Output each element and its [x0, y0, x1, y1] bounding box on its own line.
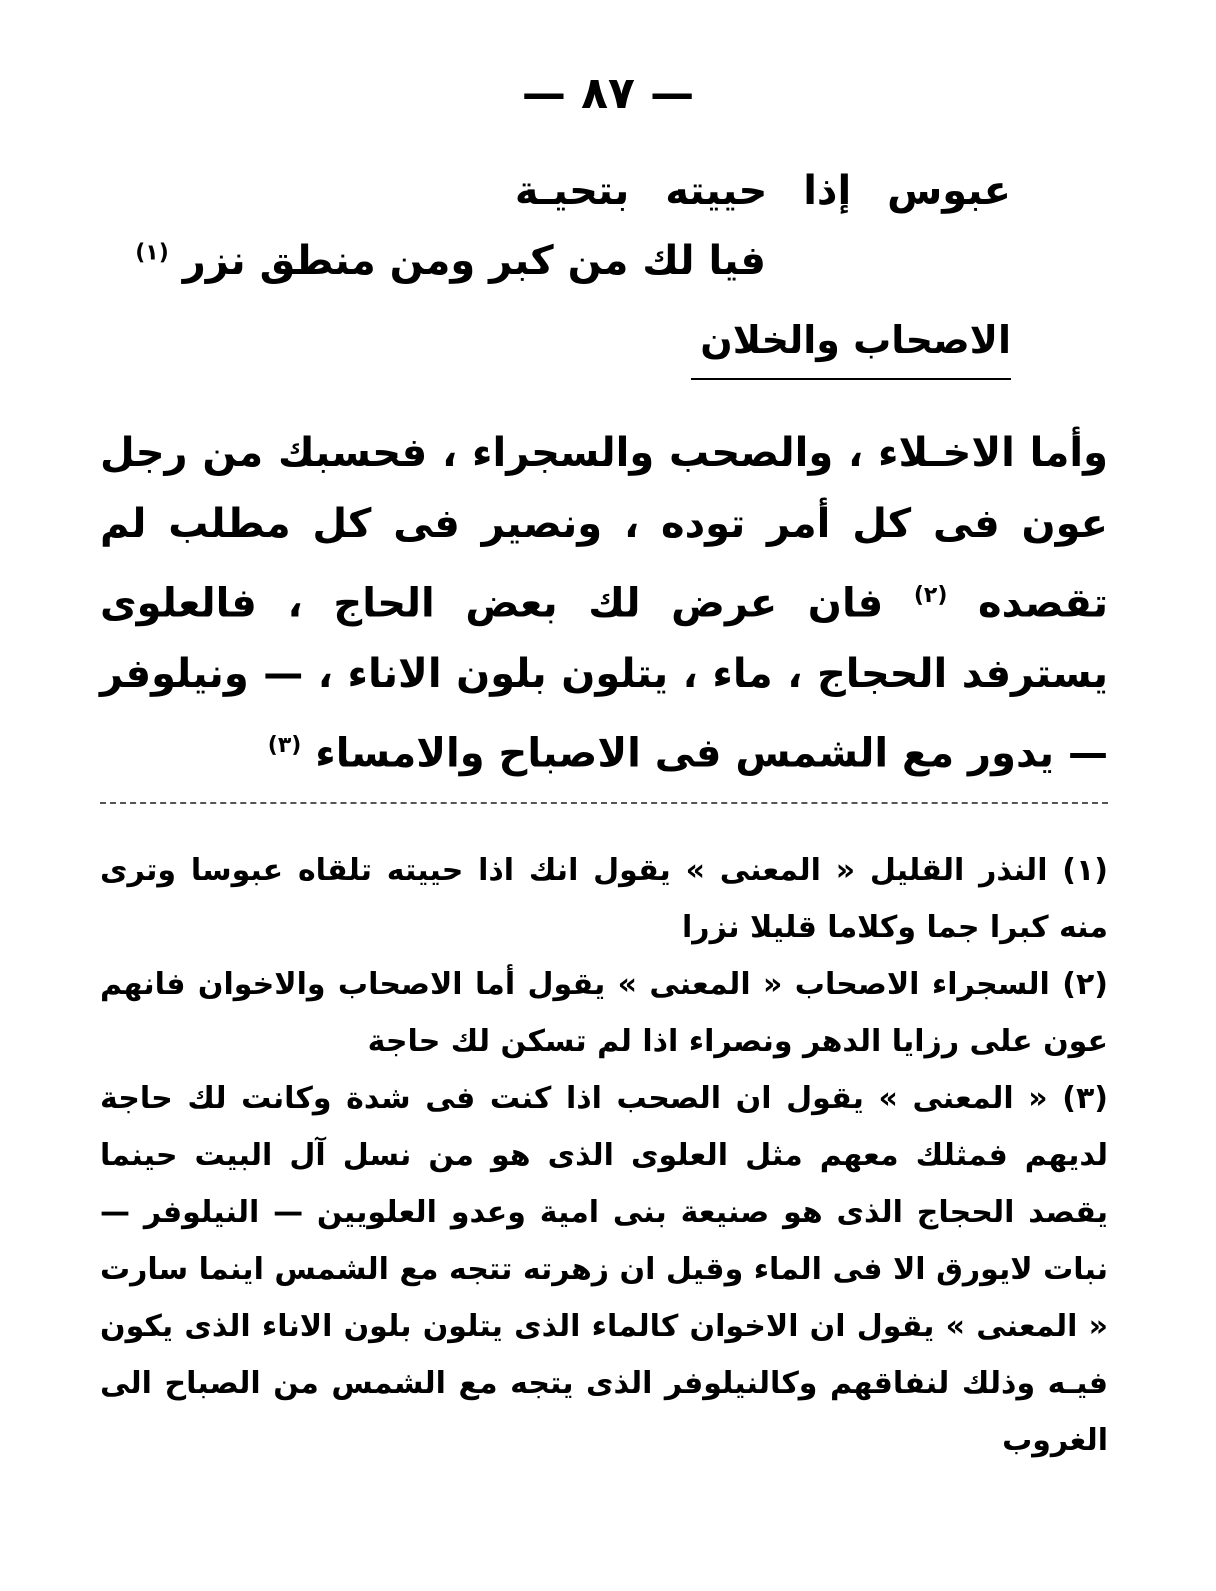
footnote-divider	[100, 802, 1108, 804]
footnote-marker-1: (١)	[135, 240, 169, 266]
section-heading: الاصحاب والخلان	[691, 318, 1011, 380]
footnote-marker-3: (٣)	[267, 733, 302, 759]
verse-line-2-text: فيا لك من كبر ومن منطق نزر	[182, 238, 766, 284]
body-text-part-1: وأما الاخـلاء ، والصحب والسجراء ، فحسبك من رجل عون فى كل أمر توده ، ونصير فى كل مطلب لم تقصده	[100, 430, 1108, 627]
footnote-3: (٣) « المعنى » يقول ان الصحب اذا كنت فى شدة وكانت لك حاجة لديهم فمثلك معهم مثل العلوى الذى هو من نسل آل البيت حينما يقصد الحجاج الذى هو صنيعة بنى امية وعدو العلويين — النيلوفر — نبات لايورق الا فى الماء وقيل ان زهرته تتجه مع الشمس اينما سارت « المعنى » يقول ان الاخوان كالماء الذى يتلون بلون الاناء الذى يكون فيـه وذلك لنفاقهم وكالنيلوفر الذى يتجه مع الشمس من الصباح الى الغروب	[100, 1081, 1108, 1458]
footnote-marker-2: (٢)	[913, 583, 948, 608]
verse-line-2	[135, 238, 766, 284]
footnote-2: (٢) السجراء الاصحاب « المعنى » يقول أما الاصحاب والاخوان فانهم عون على رزايا الدهر ونصراء اذا لم تسكن لك حاجة	[100, 967, 1108, 1059]
body-text-part-2: فان عرض لك بعض الحاج ، فالعلوى يسترفد الحجاج ، ماء ، يتلون بلون الاناء ، — ونيلوفر — يدور مع الشمس فى الاصباح والامساء	[100, 580, 1108, 777]
verse-line-1: عبوس إذا حييته بتحيـة	[514, 168, 1011, 214]
footnotes-section	[100, 842, 1108, 1469]
page-number: — ٨٧ —	[521, 68, 695, 119]
body-paragraph	[100, 418, 1108, 790]
footnote-1: (١) النذر القليل « المعنى » يقول انك اذا حييته تلقاه عبوسا وترى منه كبرا جما وكلاما قليلا نزرا	[100, 853, 1108, 945]
